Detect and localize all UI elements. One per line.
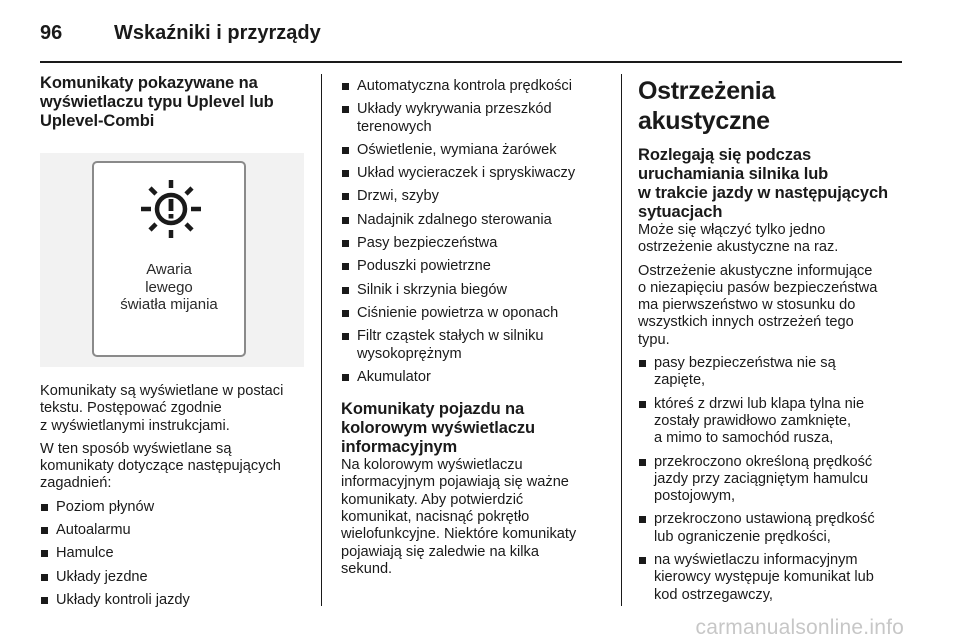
list-item: Hamulce <box>40 545 306 562</box>
low-beam-failure-light-icon <box>138 177 204 241</box>
list-item: Filtr cząstek stałych w silniku wysokoprężnym <box>341 328 611 363</box>
situations-list <box>638 355 902 604</box>
topics-list-2 <box>341 78 611 386</box>
list-item: Ciśnienie powietrza w oponach <box>341 305 611 322</box>
section-heading-uplevel: Komunikaty pokazywane na wyświetlaczu typu Uplevel lub Uplevel-Combi <box>40 74 274 130</box>
list-item: Pasy bezpieczeństwa <box>341 235 611 252</box>
list-item: Układy wykrywania przeszkód terenowych <box>341 101 611 136</box>
list-item: Akumulator <box>341 369 611 386</box>
major-heading-acoustic-warnings: Ostrzeżenia akustyczne <box>638 77 776 135</box>
paragraph-one-warning: Może się włączyć tylko jedno ostrzeżenie akustyczne na raz. <box>638 222 839 256</box>
list-item: Nadajnik zdalnego sterowania <box>341 212 611 229</box>
paragraph-topics-intro: W ten sposób wyświetlane są komunikaty dotyczące następujących zagadnień: <box>40 440 281 492</box>
paragraph-color-display: Na kolorowym wyświetlaczu informacyjnym pojawiają się ważne komunikaty. Aby potwierdzić komunikat, nacisnąć pokrętło wielofunkcyjne. Niektóre komunikaty pojawiają się zaledwie na kilka sekund. <box>341 457 577 577</box>
list-item: przekroczono ustawioną prędkość lub ograniczenie prędkości, <box>638 511 902 546</box>
paragraph-seatbelt-priority: Ostrzeżenie akustyczne informujące o niezapięciu pasów bezpieczeństwa ma pierwszeństwo w stosunku do wszystkich innych ostrzeżeń tego typu. <box>638 262 878 348</box>
list-item: pasy bezpieczeństwa nie są zapięte, <box>638 355 902 390</box>
topics-list-1 <box>40 499 306 609</box>
column-3 <box>638 76 902 604</box>
list-item: Układy jezdne <box>40 569 306 586</box>
list-item: któreś z drzwi lub klapa tylna nie zostały prawidłowo zamknięte, a mimo to samochód rusza, <box>638 396 902 448</box>
list-item: Układ wycieraczek i spryskiwaczy <box>341 165 611 182</box>
list-item: Oświetlenie, wymiana żarówek <box>341 142 611 159</box>
chapter-title: Wskaźniki i przyrządy <box>114 22 321 44</box>
list-item: przekroczono określoną prędkość jazdy przy zaciągniętym hamulcu postojowym, <box>638 454 902 506</box>
header-divider <box>40 61 902 63</box>
display-message: Awaria lewego światła mijania <box>120 261 218 313</box>
driver-info-display <box>92 161 246 357</box>
list-item: Poduszki powietrzne <box>341 258 611 275</box>
page-number: 96 <box>40 22 63 44</box>
list-item: Układy kontroli jazdy <box>40 592 306 609</box>
display-illustration <box>40 153 304 367</box>
list-item: Automatyczna kontrola prędkości <box>341 78 611 95</box>
list-item: na wyświetlaczu informacyjnym kierowcy występuje komunikat lub kod ostrzegawczy, <box>638 552 902 604</box>
list-item: Poziom płynów <box>40 499 306 516</box>
column-divider-1 <box>321 74 322 606</box>
section-heading-situations: Rozlegają się podczas uruchamiania silnika lub w trakcie jazdy w następujących sytuacjach <box>638 146 889 221</box>
list-item: Silnik i skrzynia biegów <box>341 282 611 299</box>
paragraph-text-messages: Komunikaty są wyświetlane w postaci tekstu. Postępować zgodnie z wyświetlanymi instrukcjami. <box>40 383 284 434</box>
column-1 <box>40 74 306 609</box>
section-heading-color-display: Komunikaty pojazdu na kolorowym wyświetlaczu informacyjnym <box>341 400 536 457</box>
watermark: carmanualsonline.info <box>695 616 904 639</box>
list-item: Drzwi, szyby <box>341 188 611 205</box>
column-2 <box>341 78 611 578</box>
column-divider-2 <box>621 74 622 606</box>
list-item: Autoalarmu <box>40 522 306 539</box>
